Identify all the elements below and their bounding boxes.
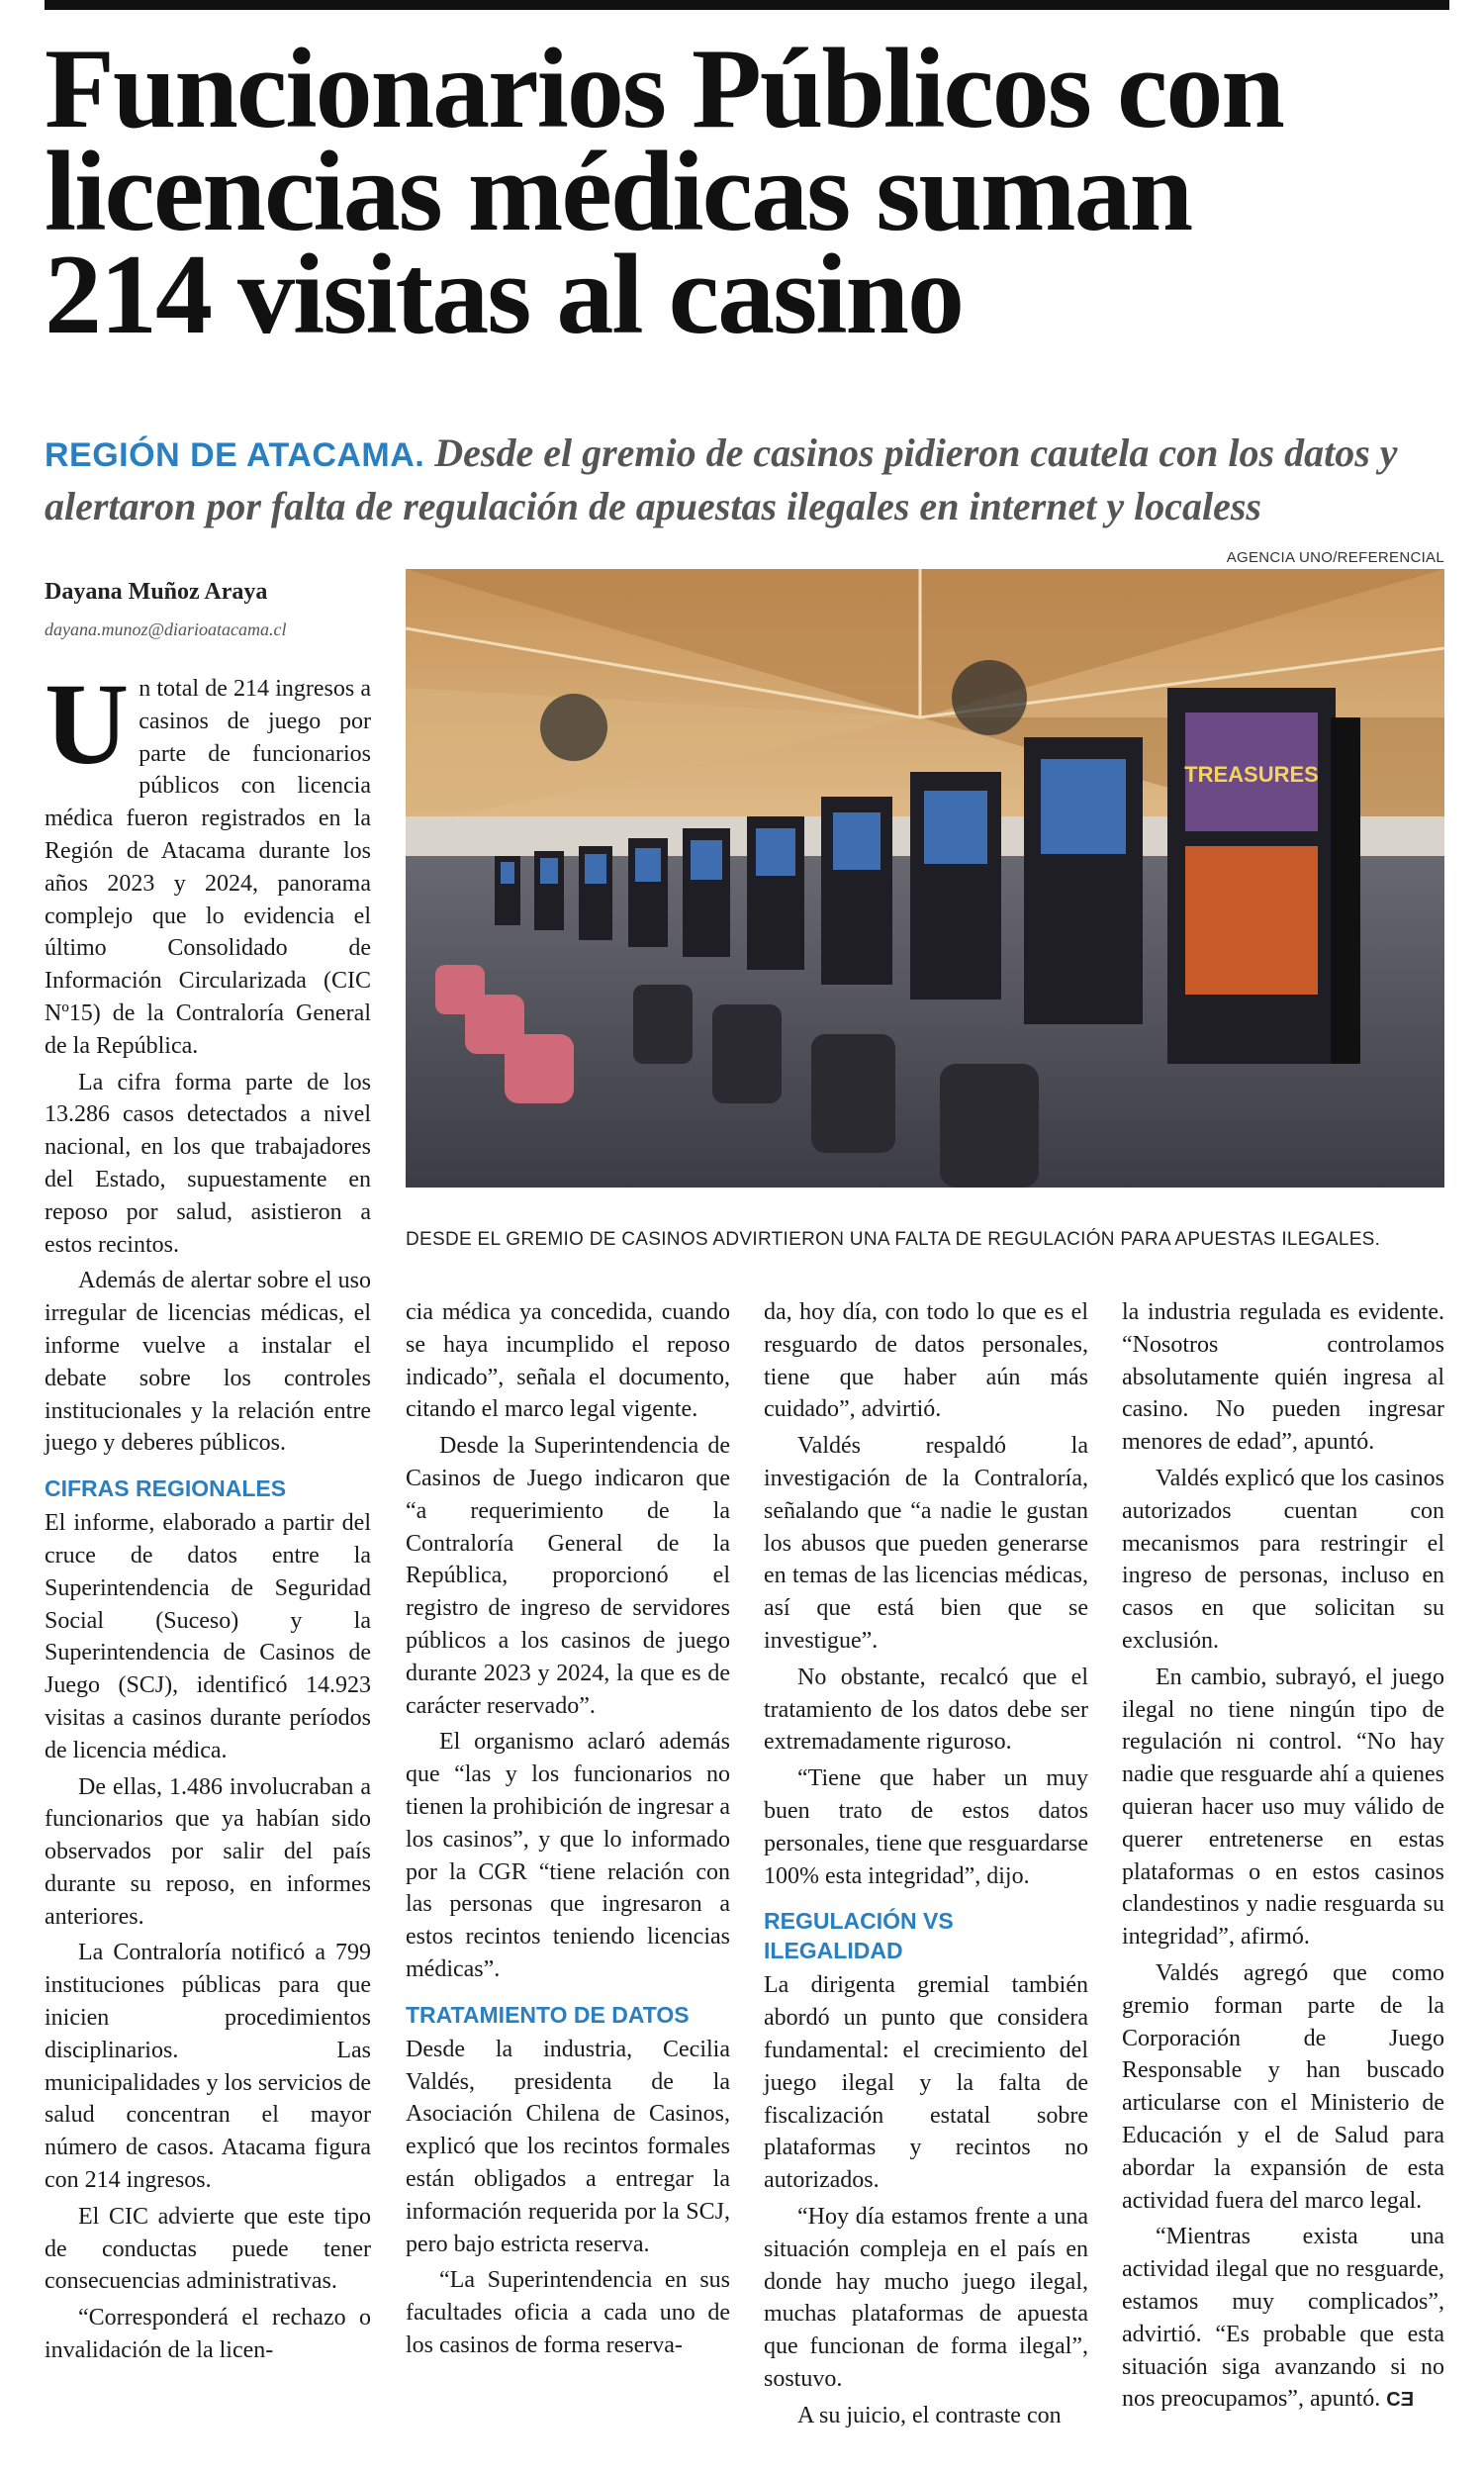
paragraph: Valdés agregó que como gremio forman parte de la Corporación de Juego Responsable y han buscado articularse con el Ministerio de Educación y el de Salud para abordar la expansión de esta actividad fuera del marco legal. xyxy=(1122,1959,1444,2214)
paragraph: “La Superintendencia en sus facultades oficia a cada uno de los casinos de forma reserva- xyxy=(406,2267,730,2358)
paragraph: El informe, elaborado a partir del cruce de datos entre la Superintendencia de Seguridad Social (Suceso) y la Superintendencia de Casinos de Juego (SCJ), identificó 14.923 visitas a casinos durante períodos de licencia médica. xyxy=(45,1510,371,1763)
paragraph: El CIC advierte que este tipo de conductas puede tener consecuencias administrativas. xyxy=(45,2203,371,2295)
subhead-tratamiento: TRATAMIENTO DE DATOS xyxy=(406,2001,690,2028)
closing-text: “Mientras exista una actividad ilegal que no resguarde, estamos muy complicados”, advirtió. “Es probable que esta situación siga avanzando si no nos preocupamos”, apuntó. xyxy=(1122,2224,1444,2413)
subhead-regulacion: REGULACIÓN VS ILEGALIDAD xyxy=(764,1908,954,1964)
column-2 xyxy=(406,1296,730,2366)
paragraph: “Tiene que haber un muy buen trato de estos datos personales, tiene que resguardarse 100% esta integridad”, dijo. xyxy=(764,1765,1088,1889)
author-name: Dayana Muñoz Araya xyxy=(45,579,268,605)
paragraph: El organismo aclaró además que “las y los funcionarios no tienen la prohibición de ingresar a los casinos”, y que lo informado por la CGR “tiene relación con las personas que ingresaron a estos recintos teniendo licencias médicas”. xyxy=(406,1729,730,1982)
end-mark-icon: CƎ xyxy=(1386,2389,1415,2412)
paragraph: cia médica ya concedida, cuando se haya incumplido el reposo indicado”, señala el documento, citando el marco legal vigente. xyxy=(406,1299,730,1423)
paragraph: Valdés explicó que los casinos autorizados cuentan con mecanismos para restringir el ingreso de personas, incluso en casos en que solicitan su exclusión. xyxy=(1122,1465,1444,1654)
paragraph: La cifra forma parte de los 13.286 casos detectados a nivel nacional, en los que trabajadores del Estado, supuestamente en reposo por salud, asistieron a estos recintos. xyxy=(45,1069,371,1258)
subhead-cifras: CIFRAS REGIONALES xyxy=(45,1475,287,1502)
intro-paragraph xyxy=(45,659,371,1063)
paragraph: La dirigenta gremial también abordó un punto que considera fundamental: el crecimiento del juego ilegal y la falta de fiscalización estatal sobre plataformas y recintos no autorizados. xyxy=(764,1972,1088,2194)
paragraph: Además de alertar sobre el uso irregular de licencias médicas, el informe vuelve a instalar el debate sobre los controles institucionales y la relación entre juego y deberes públicos. xyxy=(45,1268,371,1457)
casino-photo-illustration xyxy=(406,569,1444,1188)
paragraph: “Hoy día estamos frente a una situación compleja en el país en donde hay mucho juego ilegal, muchas plataformas de apuesta que funcionan de forma ilegal”, sostuvo. xyxy=(764,2203,1088,2392)
dek xyxy=(45,428,1449,532)
paragraph: Desde la industria, Cecilia Valdés, presidenta de la Asociación Chilena de Casinos, explicó que los recintos formales están obligados a entregar la información requerida por la SCJ, pero bajo estricta reserva. xyxy=(406,2036,730,2257)
paragraph: la industria regulada es evidente. “Nosotros controlamos absolutamente quién ingresa al casino. No pueden ingresar menores de edad”, apuntó. xyxy=(1122,1299,1444,1456)
dropcap: U xyxy=(45,659,130,789)
paragraph: No obstante, recalcó que el tratamiento de los datos debe ser extremadamente riguroso. xyxy=(764,1664,1088,1756)
slot-screen-label: TREASURES xyxy=(1184,762,1319,787)
byline xyxy=(45,579,381,640)
headline-line: Funcionarios Públicos con xyxy=(45,26,1283,152)
photo-credit: AGENCIA UNO/REFERENCIAL xyxy=(1226,549,1444,566)
headline-line: licencias médicas suman xyxy=(45,129,1192,255)
intro-text: n total de 214 ingresos a casinos de juego por parte de funcionarios públicos con licencia médica fueron registrados en la Región de Atacama durante los años 2023 y 2024, panorama complejo que lo evidencia el último Consolidado de Información Circularizada (CIC Nº15) de la Contraloría General de la República. xyxy=(45,676,371,1059)
casino-photo xyxy=(406,569,1444,1188)
paragraph: da, hoy día, con todo lo que es el resguardo de datos personales, tiene que haber aún más cuidado”, advirtió. xyxy=(764,1299,1088,1423)
dek-text: Desde el gremio de casinos pidieron cautela con los datos y alertaron por falta de regulación de apuestas ilegales en internet y localess xyxy=(45,430,1398,528)
column-4 xyxy=(1122,1296,1444,2421)
headline-line: 214 visitas al casino xyxy=(45,232,963,358)
photo-caption: DESDE EL GREMIO DE CASINOS ADVIRTIERON UNA FALTA DE REGULACIÓN PARA APUESTAS ILEGALES. xyxy=(406,1229,1381,1250)
top-rule xyxy=(45,0,1449,10)
paragraph: La Contraloría notificó a 799 instituciones públicas para que inicien procedimientos disciplinarios. Las municipalidades y los servicios de salud concentran el mayor número de casos. Atacama figura con 214 ingresos. xyxy=(45,1940,371,2194)
column-1-top xyxy=(45,659,371,2371)
paragraph: A su juicio, el contraste con xyxy=(797,2402,1062,2428)
paragraph: De ellas, 1.486 involucraban a funcionarios que ya habían sido observados por salir del país durante su reposo, en informes anteriores. xyxy=(45,1773,371,1930)
paragraph: “Corresponderá el rechazo o invalidación de la licen- xyxy=(45,2305,371,2364)
author-email[interactable]: dayana.munoz@diarioatacama.cl xyxy=(45,619,287,639)
dek-kicker: REGIÓN DE ATACAMA. xyxy=(45,436,425,474)
paragraph: Desde la Superintendencia de Casinos de Juego indicaron que “a requerimiento de la Contraloría General de la República, proporcionó el registro de ingreso de servidores públicos a los casinos de juego durante 2023 y 2024, la que es de carácter reservado”. xyxy=(406,1433,730,1719)
paragraph: Valdés respaldó la investigación de la Contraloría, señalando que “a nadie le gustan los abusos que pueden generarse en temas de las licencias médicas, así que está bien que se investigue”. xyxy=(764,1433,1088,1654)
column-3 xyxy=(764,1296,1088,2436)
headline xyxy=(45,26,1449,358)
paragraph xyxy=(1122,2221,1444,2417)
paragraph: En cambio, subrayó, el juego ilegal no tiene ningún tipo de regulación ni control. “No hay nadie que resguarde ahí a quienes quieran hacer uso muy válido de querer entretenerse en estas plataformas o en estos casinos clandestinos y nadie resguarda su integridad”, afirmó. xyxy=(1122,1664,1444,1951)
